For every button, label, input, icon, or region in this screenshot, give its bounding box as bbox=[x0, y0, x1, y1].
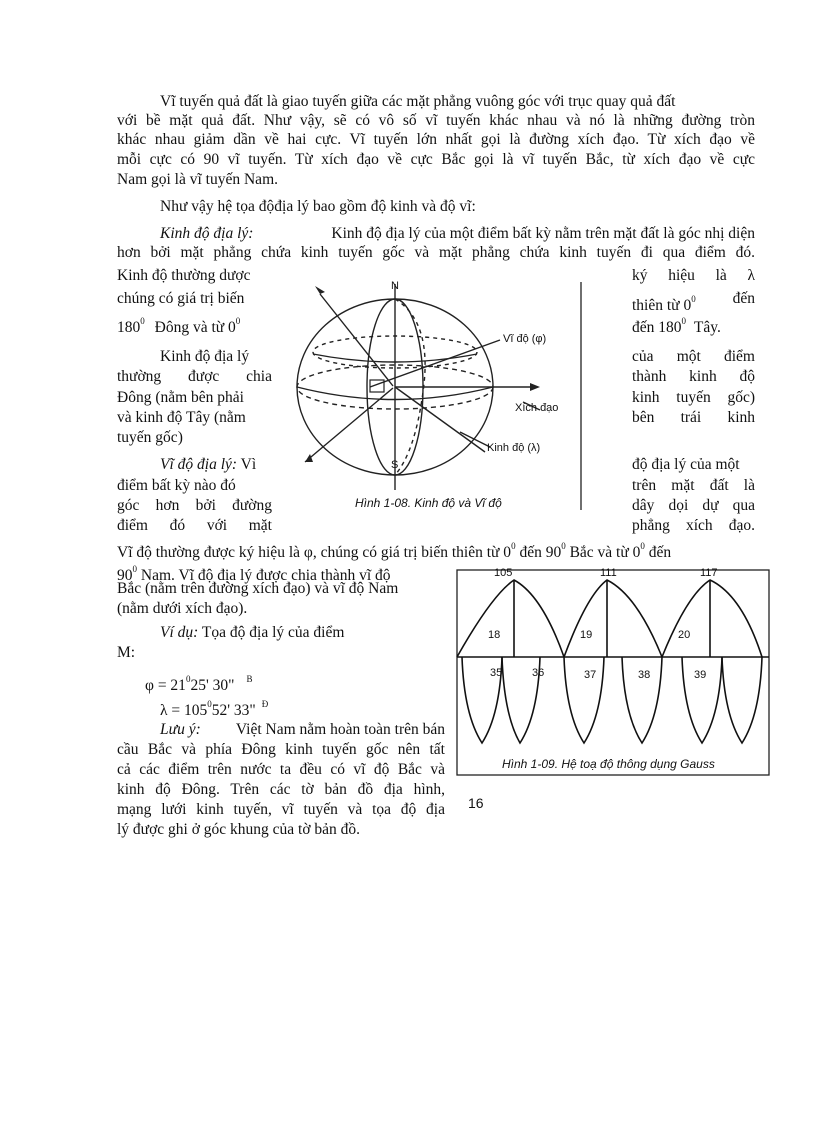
label-latitude: Vĩ độ (φ) bbox=[503, 333, 547, 345]
vi-cont-2: Bắc (nằm trên đường xích đạo) và vĩ độ Nam bbox=[117, 580, 399, 597]
label-equator: Xích đạo bbox=[515, 402, 559, 414]
vi-line-part-3: Bắc và từ 0 bbox=[569, 544, 641, 561]
sup-b: B bbox=[246, 674, 253, 684]
degree-sup: 0 bbox=[207, 699, 212, 709]
label-n: N bbox=[391, 280, 399, 292]
kinh-line-2: hơn bởi mặt phẳng chứa kinh tuyến gốc và mặt phẳng chứa kinh tuyến đi qua điểm đó. bbox=[117, 244, 755, 261]
figure1-caption: Hình 1-08. Kinh độ và Vĩ độ bbox=[355, 496, 502, 510]
para1-line-4: mỗi cực có 90 vĩ tuyến. Từ xích đạo về cực Bắc gọi là vĩ tuyến Bắc, từ xích đạo về cực bbox=[117, 151, 755, 168]
note-line-1 bbox=[160, 720, 445, 740]
upper-zone-19 bbox=[564, 580, 662, 657]
zone-38: 38 bbox=[638, 669, 651, 681]
right-1-a: ký hiệu là λ bbox=[632, 267, 755, 284]
note-text-1: Việt Nam nằm hoàn toàn trên bán bbox=[235, 721, 445, 738]
arrow-sw bbox=[305, 454, 313, 462]
num-180: 180 bbox=[117, 319, 141, 336]
left-1-c bbox=[117, 311, 240, 338]
right-2-c: kinh tuyến gốc) bbox=[632, 389, 755, 406]
lambda-eq-b: 52' 33" bbox=[211, 702, 256, 719]
left-2-e: tuyến gốc) bbox=[117, 429, 183, 446]
top-label-105: 105 bbox=[494, 567, 513, 579]
arrow-nw bbox=[315, 286, 325, 294]
degree-sup: 0 bbox=[681, 316, 687, 326]
kinh-line-1 bbox=[160, 224, 755, 244]
right-2-a: của một điểm bbox=[632, 348, 755, 365]
dong-tu: Đông và từ 0 bbox=[154, 319, 236, 336]
lower-left-arrow-line bbox=[305, 388, 393, 462]
para1-line-1: Vĩ tuyến quả đất là giao tuyến giữa các mặt phẳng vuông góc với trục quay quả đất bbox=[160, 93, 676, 110]
top-label-111: 111 bbox=[600, 567, 617, 579]
zone-36: 36 bbox=[532, 667, 545, 679]
right-1-c bbox=[632, 311, 721, 338]
vi-word: Vì bbox=[240, 456, 257, 473]
note-term: Lưu ý: bbox=[160, 721, 201, 738]
vi-line-part-4: đến bbox=[648, 544, 672, 561]
lower-zone-40 bbox=[722, 657, 762, 743]
zone-35: 35 bbox=[490, 667, 503, 679]
left-3-a bbox=[160, 455, 256, 475]
left-2-a: Kinh độ địa lý bbox=[160, 348, 250, 365]
left-3-b: điểm bất kỳ nào đó bbox=[117, 477, 236, 494]
vi-line-part-1: Vĩ độ thường được ký hiệu là φ, chúng có giá trị biến thiên từ 0 bbox=[117, 544, 512, 561]
degree-sup: 0 bbox=[140, 316, 145, 326]
num-90: 90 bbox=[117, 567, 133, 584]
left-3-d: điểm đó với mặt bbox=[117, 517, 272, 534]
vi-term: Vĩ độ địa lý: bbox=[160, 456, 238, 473]
left-3-c: góc hơn bởi đường bbox=[117, 497, 272, 514]
para2: Như vậy hệ tọa độđịa lý bao gồm độ kinh và độ vĩ: bbox=[160, 198, 476, 215]
zone-39: 39 bbox=[694, 669, 707, 681]
zone-20: 20 bbox=[678, 629, 691, 641]
vi-cont-3: (nằm dưới xích đạo). bbox=[117, 600, 248, 617]
note-line-4: kinh độ Đông. Trên các tờ bản đồ địa hình, bbox=[117, 781, 445, 798]
note-line-6: lý được ghi ở góc khung của tờ bản đồ. bbox=[117, 821, 361, 838]
example-term: Ví dụ: bbox=[160, 624, 199, 641]
left-1-a: Kinh độ thường dược bbox=[117, 267, 251, 284]
tay: Tây. bbox=[693, 319, 721, 336]
upper-zone-18 bbox=[457, 580, 564, 657]
upper-zone-20 bbox=[662, 580, 762, 657]
note-line-3: cả các điểm trên nước ta đều có vĩ độ Bắc và bbox=[117, 761, 445, 778]
zone-37: 37 bbox=[584, 669, 597, 681]
note-line-2: cầu Bắc và phía Đông kinh tuyến gốc nên tất bbox=[117, 741, 445, 758]
globe-diagram bbox=[275, 262, 585, 520]
degree-sup: 0 bbox=[561, 541, 566, 551]
phi-equation bbox=[145, 669, 252, 696]
example-text: Tọa độ địa lý của điểm bbox=[201, 624, 345, 641]
degree-sup: 0 bbox=[691, 294, 696, 304]
label-s: S bbox=[391, 459, 399, 471]
latitude-ray bbox=[370, 340, 500, 387]
zone-18: 18 bbox=[488, 629, 501, 641]
example-m: M: bbox=[117, 644, 136, 661]
figure-gauss bbox=[452, 565, 774, 780]
phi-eq-b: 25' 30" bbox=[190, 677, 235, 694]
kinh-term: Kinh độ địa lý: bbox=[160, 225, 254, 242]
left-2-d: và kinh độ Tây (nằm bbox=[117, 409, 246, 426]
para1-line-5: Nam gọi là vĩ tuyến Nam. bbox=[117, 171, 278, 188]
arrow-east bbox=[530, 383, 540, 391]
note-line-5: mạng lưới kinh tuyến, vĩ tuyến và tọa độ địa bbox=[117, 801, 445, 818]
zone-19: 19 bbox=[580, 629, 593, 641]
top-label-117: 117 bbox=[700, 567, 718, 579]
kinh-line-1-rest: Kinh độ địa lý của một điểm bất kỳ nằm trên mặt đất là góc nhị diện bbox=[331, 225, 755, 242]
right-3-c: dây dọi dự qua bbox=[632, 497, 755, 514]
degree-sup: 0 bbox=[185, 674, 191, 684]
vi-cont-text: Nam. Vĩ độ địa lý được chia thành vĩ độ bbox=[140, 567, 391, 584]
degree-sup: 0 bbox=[640, 541, 645, 551]
degree-sup: 0 bbox=[511, 541, 516, 551]
right-2-b: thành kinh độ bbox=[632, 368, 755, 385]
den: đến bbox=[732, 290, 755, 307]
den-180: đến 180 bbox=[632, 319, 682, 336]
lambda-eq-a: λ = 105 bbox=[160, 702, 208, 719]
left-1-b: chúng có giá trị biến bbox=[117, 290, 245, 307]
left-2-c: Đông (nằm bên phải bbox=[117, 389, 244, 406]
right-3-d: phẳng xích đạo. bbox=[632, 517, 755, 534]
right-3-a: độ địa lý của một bbox=[632, 456, 740, 473]
sup-d: Đ bbox=[261, 699, 269, 709]
left-2-b: thường được chia bbox=[117, 368, 272, 385]
figure2-caption: Hình 1-09. Hệ toạ độ thông dụng Gauss bbox=[502, 757, 715, 771]
para1-line-3: khác nhau giảm dần về hai cực. Vĩ tuyến lớn nhất gọi là đường xích đạo. Từ xích đạo về bbox=[117, 131, 755, 148]
right-3-b: trên mặt đất là bbox=[632, 477, 755, 494]
para1-line-2: với bề mặt quả đất. Như vậy, sẽ có vô số vĩ tuyến khác nhau và nó là những đường tròn bbox=[117, 112, 755, 129]
degree-sup: 0 bbox=[132, 564, 137, 574]
vi-line-part-2: đến 90 bbox=[519, 544, 562, 561]
lambda-equation bbox=[160, 694, 268, 721]
figure-globe bbox=[275, 262, 585, 520]
example-line bbox=[160, 623, 344, 643]
phi-eq-a: φ = 21 bbox=[145, 677, 186, 694]
right-2-d: bên trái kinh bbox=[632, 409, 755, 426]
page-number: 16 bbox=[468, 795, 484, 811]
label-longitude: Kinh độ (λ) bbox=[487, 442, 541, 454]
thien-tu: thiên từ 0 bbox=[632, 297, 692, 314]
degree-sup: 0 bbox=[235, 316, 241, 326]
